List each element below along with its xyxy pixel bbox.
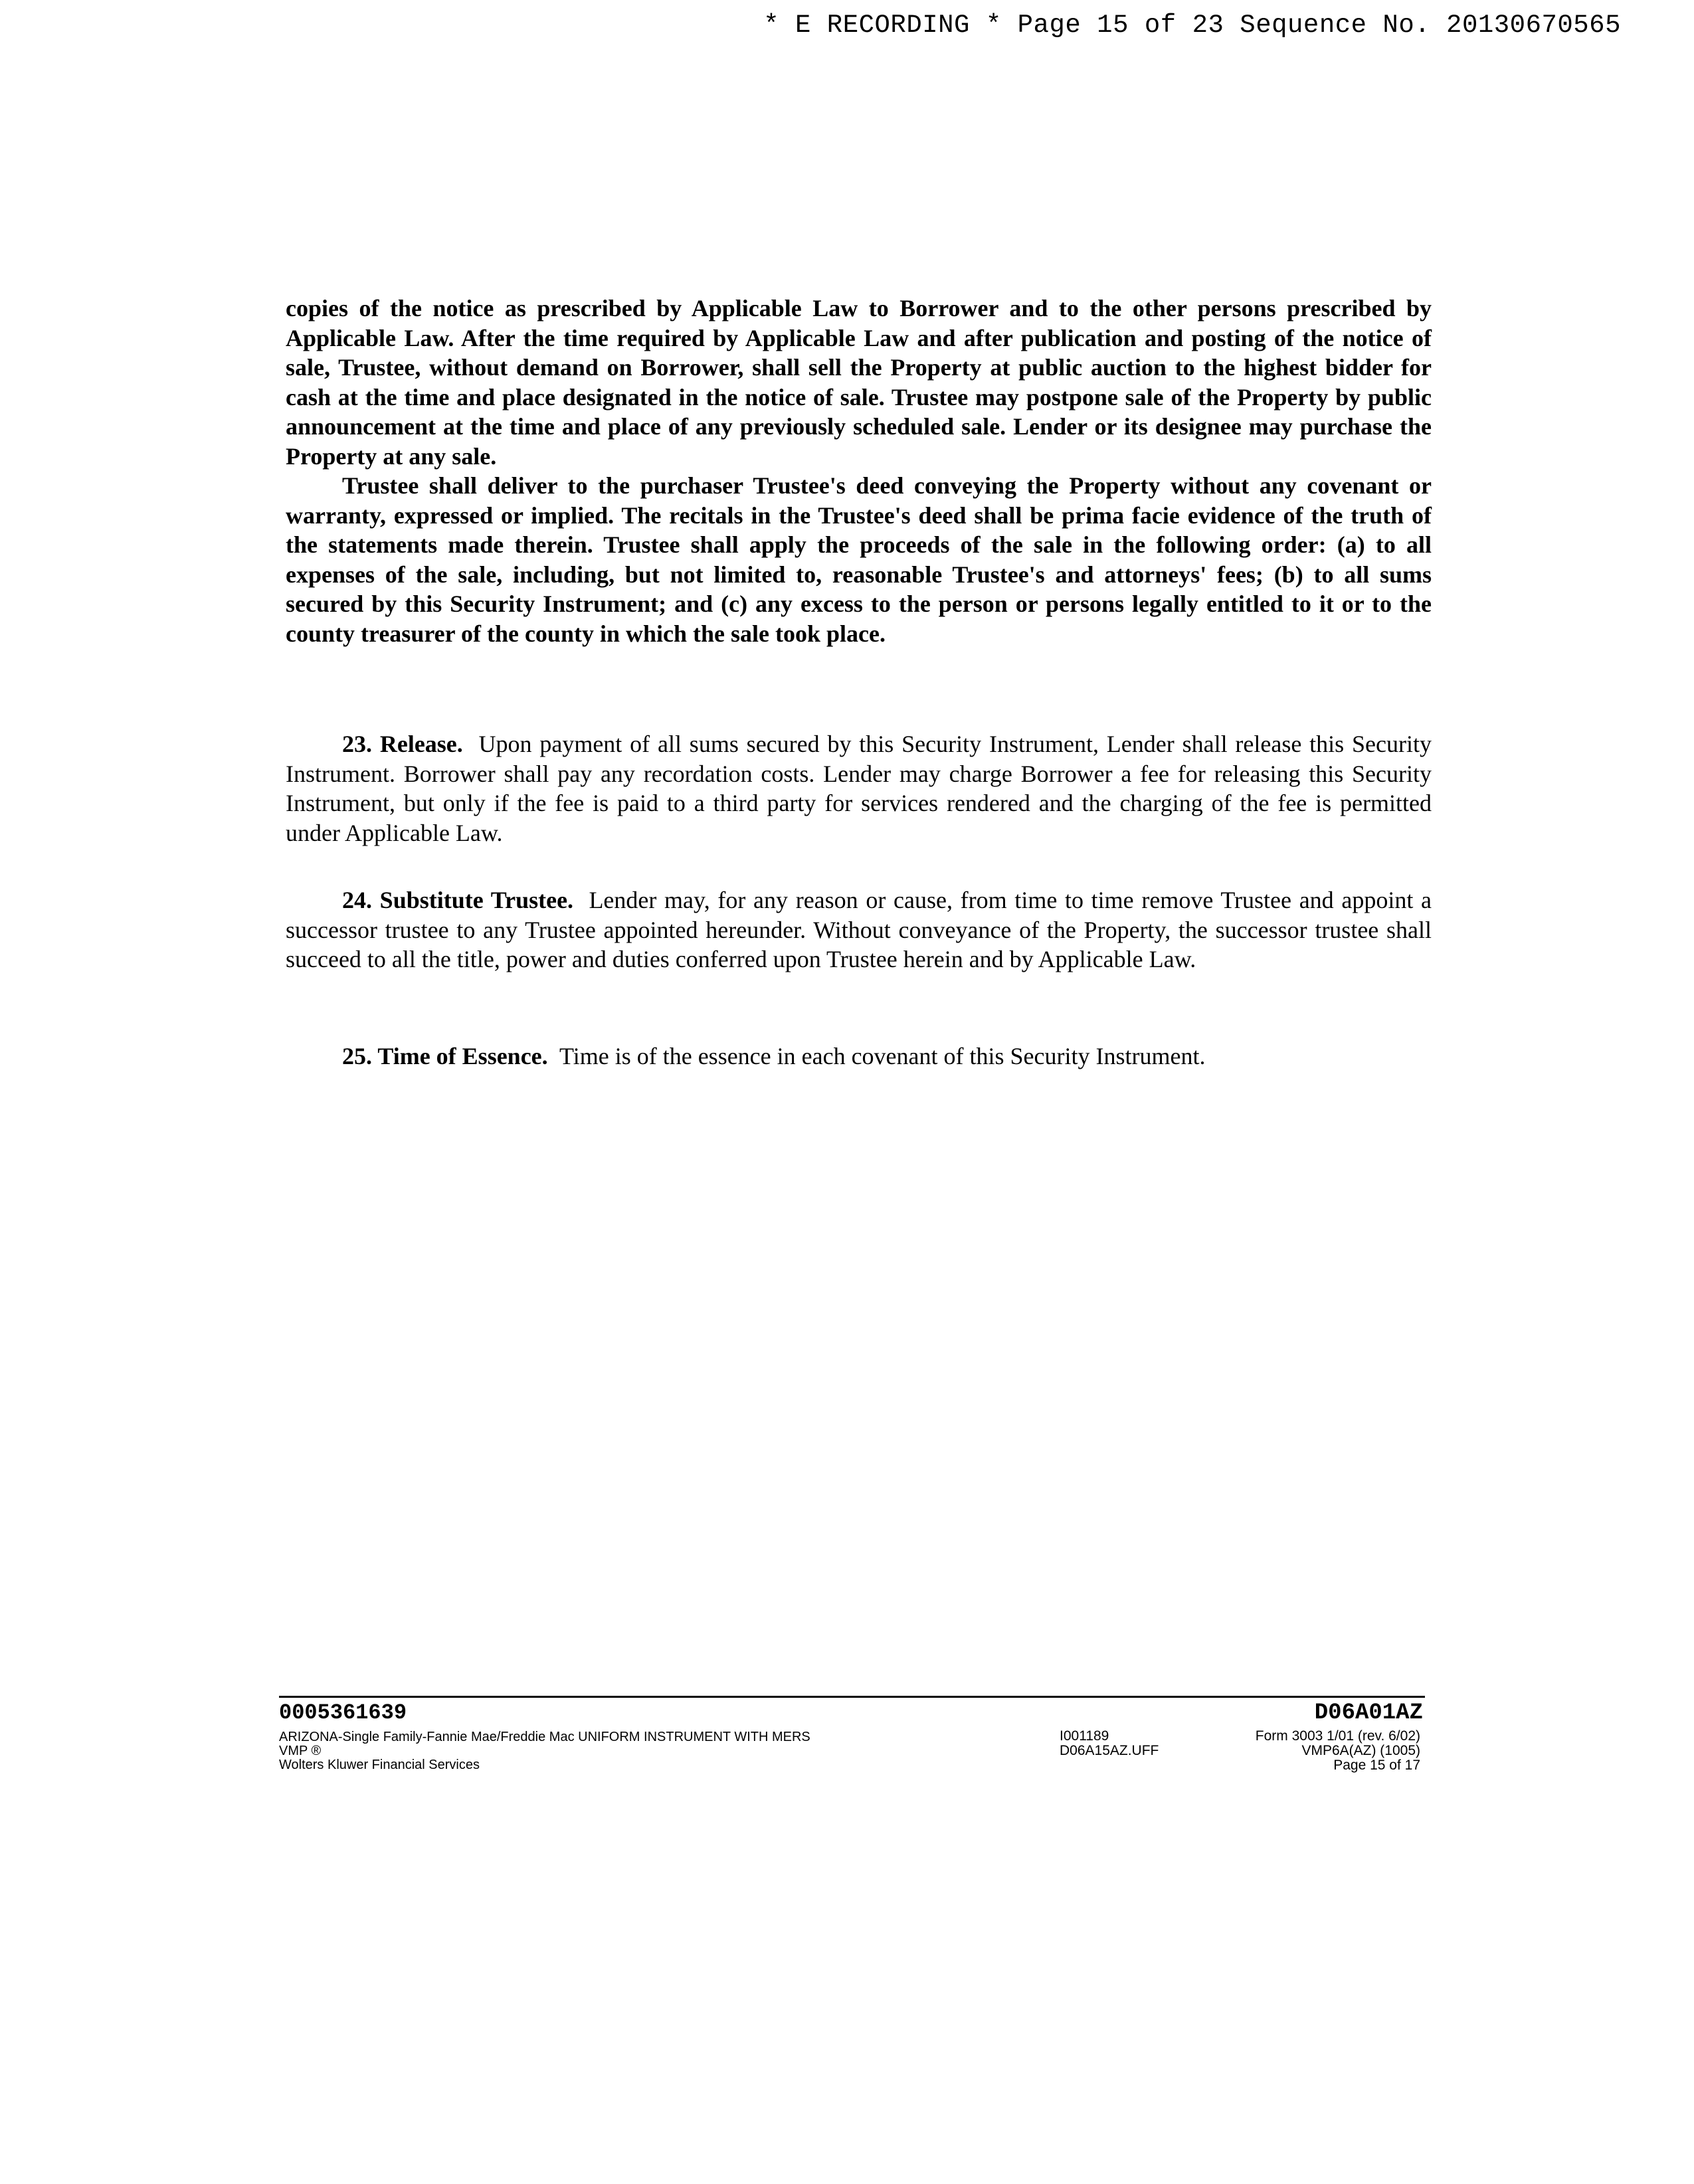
form-code: D06A01AZ	[1314, 1700, 1423, 1726]
doc-id: I001189	[1060, 1728, 1109, 1744]
page-number: Page 15 of 17	[1333, 1758, 1420, 1773]
section-text: Time is of the essence in each covenant of this Security Instrument.	[559, 1043, 1206, 1069]
section-release	[286, 729, 1432, 848]
footer-divider	[279, 1696, 1425, 1698]
vmp-code: VMP6A(AZ) (1005)	[1301, 1743, 1420, 1758]
trustee-deed-paragraph: Trustee shall deliver to the purchaser Trustee's deed conveying the Property without any covenant or warranty, expressed or implied. The recitals in the Trustee's deed shall be prima facie evidence of the truth of the statements made therein. Trustee shall apply the proceeds of the sale in the following order: (a) to all expenses of the sale, including, but not limited to, reasonable Trustee's and attorneys' fees; (b) to all sums secured by this Security Instrument; and (c) any excess to the person or persons legally entitled to it or to the county treasurer of the county in which the sale took place.	[286, 472, 1432, 647]
footer-form-numbers	[1256, 1729, 1420, 1773]
section-heading: 23. Release.	[342, 731, 463, 757]
publisher: Wolters Kluwer Financial Services	[279, 1758, 480, 1772]
section-heading: 25. Time of Essence.	[342, 1043, 548, 1069]
section-substitute-trustee	[286, 885, 1432, 974]
document-body	[286, 294, 1432, 648]
section-text: Lender may, for any reason or cause, from time to time remove Trustee and appoint a successor trustee to any Trustee appointed hereunder. Without conveyance of the Property, the successor trustee shall succeed to all the title, power and duties conferred upon Trustee herein and by Applicable Law.	[286, 887, 1432, 972]
footer-doc-ids	[1060, 1729, 1159, 1758]
form-description: ARIZONA-Single Family-Fannie Mae/Freddie Mac UNIFORM INSTRUMENT WITH MERS	[279, 1730, 810, 1744]
continuation-paragraph: copies of the notice as prescribed by Applicable Law to Borrower and to the other persons prescribed by Applicable Law. After the time required by Applicable Law and after publication and posting of the notice of sale, Trustee, without demand on Borrower, shall sell the Property at public auction to the highest bidder for cash at the time and place designated in the notice of sale. Trustee may postpone sale of the Property by public announcement at the time and place of any previously scheduled sale. Lender or its designee may purchase the Property at any sale.	[286, 295, 1432, 470]
recording-header: * E RECORDING * Page 15 of 23 Sequence No. 20130670565	[763, 11, 1621, 40]
loan-number: 0005361639	[279, 1700, 407, 1725]
section-time-of-essence	[286, 1042, 1432, 1071]
file-name: D06A15AZ.UFF	[1060, 1743, 1159, 1758]
footer-form-info	[279, 1730, 810, 1772]
section-text: Upon payment of all sums secured by this Security Instrument, Lender shall release this Security Instrument. Borrower shall pay any recordation costs. Lender may charge Borrower a fee for releasing this Security Instrument, but only if the fee is paid to a third party for services rendered and the charging of the fee is permitted under Applicable Law.	[286, 731, 1432, 846]
form-number: Form 3003 1/01 (rev. 6/02)	[1255, 1728, 1420, 1744]
vmp-mark: VMP ®	[279, 1744, 322, 1758]
section-heading: 24. Substitute Trustee.	[342, 887, 574, 913]
